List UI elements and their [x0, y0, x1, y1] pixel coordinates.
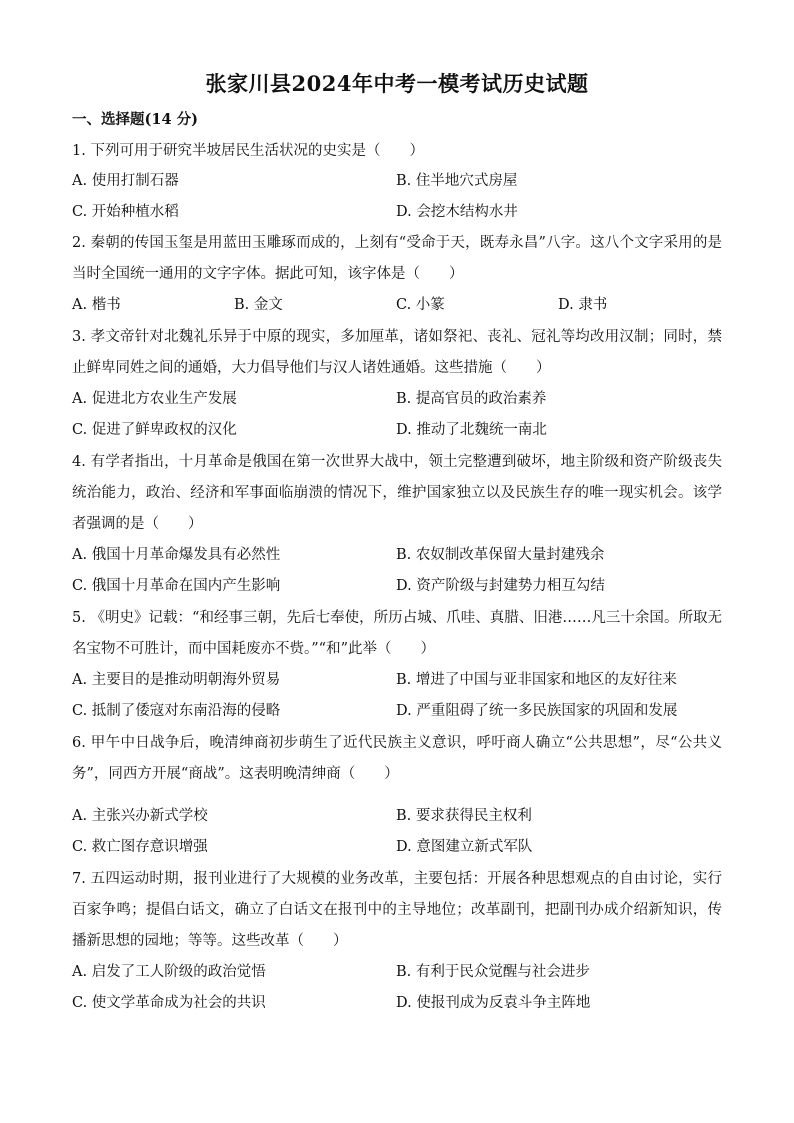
question-7-stem: 7. 五四运动时期，报刊业进行了大规模的业务改革，主要包括：开展各种思想观点的自由讨论，实行百家争鸣；提倡白话文，确立了白话文在报刊中的主导地位；改革副刊，把副刊办成介绍新知识，传播新思想的园地；等等。这些改革（ ） — [72, 871, 722, 949]
q2-option-d: D. 隶书 — [558, 297, 608, 313]
q3-option-a: A. 促进北方农业生产发展 — [72, 391, 237, 407]
question-3-stem: 3. 孝文帝针对北魏礼乐异于中原的现实，多加厘革，诸如祭祀、丧礼、冠礼等均改用汉制；同时，禁止鲜卑同姓之间的通婚，大力倡导他们与汉人诸姓通婚。这些措施（ ） — [72, 329, 722, 376]
q4-option-c: C. 俄国十月革命在国内产生影响 — [72, 578, 281, 594]
q4-option-a: A. 俄国十月革命爆发具有必然性 — [72, 547, 281, 563]
q1-option-d: D. 会挖木结构水井 — [396, 204, 518, 220]
q7-option-c: C. 使文学革命成为社会的共识 — [72, 995, 266, 1011]
q7-option-a: A. 启发了工人阶级的政治觉悟 — [72, 964, 266, 980]
q7-option-b: B. 有利于民众觉醒与社会进步 — [396, 964, 590, 980]
q5-option-b: B. 增进了中国与亚非国家和地区的友好往来 — [396, 672, 677, 688]
q6-option-d: D. 意图建立新式军队 — [396, 839, 533, 855]
q6-option-c: C. 救亡图存意识增强 — [72, 839, 208, 855]
question-2-stem: 2. 秦朝的传国玉玺是用蓝田玉雕琢而成的，上刻有“受命于天，既寿永昌”八字。这八个文字采用的是当时全国统一通用的文字字体。据此可知，该字体是（ ） — [72, 235, 722, 282]
question-5-stem: 5. 《明史》记载：“和经事三朝，先后七奉使，所历占城、爪哇、真腊、旧港……凡三十余国。所取无名宝物不可胜计，而中国耗废亦不赀。”“和”此举（ ） — [72, 610, 722, 657]
q4-option-d: D. 资产阶级与封建势力相互勾结 — [396, 578, 605, 594]
question-6-stem: 6. 甲午中日战争后，晚清绅商初步萌生了近代民族主义意识，呼吁商人确立“公共思想”，尽“公共义务”，同西方开展“商战”。这表明晚清绅商（ ） — [72, 735, 722, 782]
q1-option-a: A. 使用打制石器 — [72, 173, 179, 189]
q2-option-a: A. 楷书 — [72, 297, 121, 313]
section-heading: 一、选择题(14 分) — [72, 111, 198, 128]
question-1-stem: 1. 下列可用于研究半坡居民生活状况的史实是（ ） — [72, 143, 424, 159]
q5-option-d: D. 严重阻碍了统一多民族国家的巩固和发展 — [396, 703, 678, 719]
q1-option-c: C. 开始种植水稻 — [72, 204, 179, 220]
q4-option-b: B. 农奴制改革保留大量封建残余 — [396, 547, 605, 563]
q3-option-c: C. 促进了鲜卑政权的汉化 — [72, 422, 237, 438]
q2-option-b: B. 金文 — [234, 297, 283, 313]
q3-option-b: B. 提高官员的政治素养 — [396, 391, 547, 407]
exam-title: 张家川县2024年中考一模考试历史试题 — [205, 71, 589, 96]
q7-option-d: D. 使报刊成为反袁斗争主阵地 — [396, 995, 591, 1011]
q6-option-b: B. 要求获得民主权利 — [396, 808, 532, 824]
q5-option-c: C. 抵制了倭寇对东南沿海的侵略 — [72, 703, 281, 719]
q6-option-a: A. 主张兴办新式学校 — [72, 808, 208, 824]
q5-option-a: A. 主要目的是推动明朝海外贸易 — [72, 672, 281, 688]
q1-option-b: B. 住半地穴式房屋 — [396, 173, 518, 189]
q2-option-c: C. 小篆 — [396, 297, 445, 313]
question-4-stem: 4. 有学者指出，十月革命是俄国在第一次世界大战中，领土完整遭到破坏，地主阶级和资产阶级丧失统治能力，政治、经济和军事面临崩溃的情况下，维护国家独立以及民族生存的唯一现实机会。该学者强调的是（ ） — [72, 454, 722, 532]
q3-option-d: D. 推动了北魏统一南北 — [396, 422, 547, 438]
